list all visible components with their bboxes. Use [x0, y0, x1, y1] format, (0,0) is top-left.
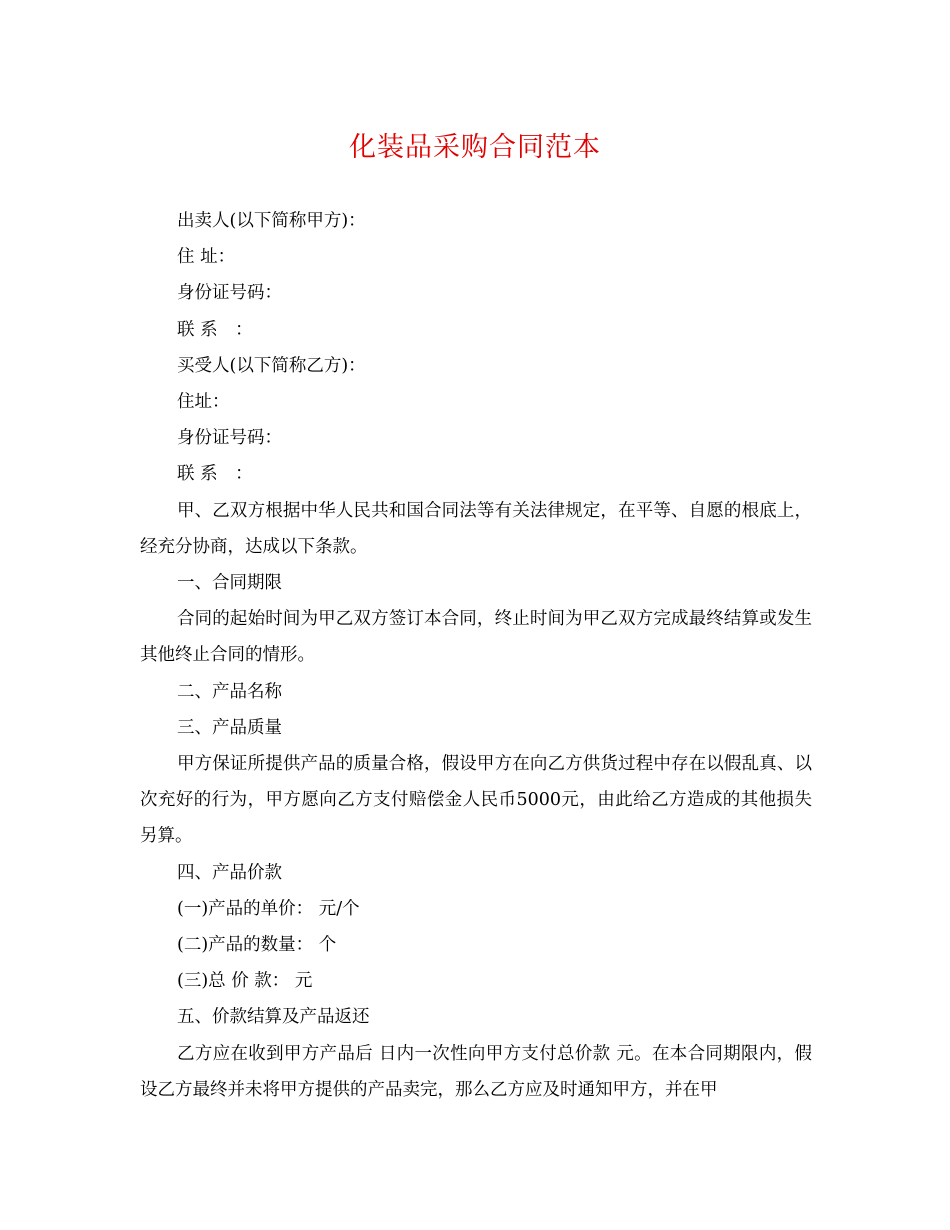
buyer-label: 买受人(以下简称乙方)：: [177, 355, 366, 376]
buyer-contact-label: 联 系 ：: [177, 464, 253, 485]
price-unit-line: (一)产品的单价： 元/个: [177, 898, 360, 919]
section-heading-product-name: 二、产品名称: [177, 681, 282, 702]
preamble-paragraph: 甲、乙双方根据中华人民共和国合同法等有关法律规定，在平等、自愿的根底上，经充分协商，达成以下条款。: [140, 500, 812, 557]
price-quantity-line: (二)产品的数量： 个: [177, 935, 337, 956]
section-heading-settlement: 五、价款结算及产品返还: [177, 1007, 370, 1028]
seller-label: 出卖人(以下简称甲方)：: [177, 211, 366, 231]
document-title: 化装品采购合同范本: [349, 132, 601, 163]
section-heading-price: 四、产品价款: [177, 862, 282, 883]
quality-paragraph: 甲方保证所提供产品的质量合格，假设甲方在向乙方供货过程中存在以假乱真、以次充好的行为，甲方愿向乙方支付赔偿金人民币5000元，由此给乙方造成的其他损失另算。: [140, 754, 812, 847]
document-body: [140, 203, 812, 1108]
section-heading-quality: 三、产品质量: [177, 717, 282, 738]
section-heading-term: 一、合同期限: [177, 573, 282, 594]
price-total-line: (三)总 价 款： 元: [177, 971, 313, 992]
seller-contact-label: 联 系 ：: [177, 319, 253, 340]
seller-address-label: 住 址：: [177, 247, 236, 268]
buyer-id-label: 身份证号码：: [177, 428, 282, 449]
term-paragraph: 合同的起始时间为甲乙双方签订本合同，终止时间为甲乙双方完成最终结算或发生其他终止合同的情形。: [140, 609, 812, 666]
buyer-address-label: 住址：: [177, 392, 230, 413]
settlement-paragraph: 乙方应在收到甲方产品后 日内一次性向甲方支付总价款 元。在本合同期限内，假设乙方最终并未将甲方提供的产品卖完，那么乙方应及时通知甲方，并在甲: [140, 1043, 812, 1100]
seller-id-label: 身份证号码：: [177, 283, 282, 304]
